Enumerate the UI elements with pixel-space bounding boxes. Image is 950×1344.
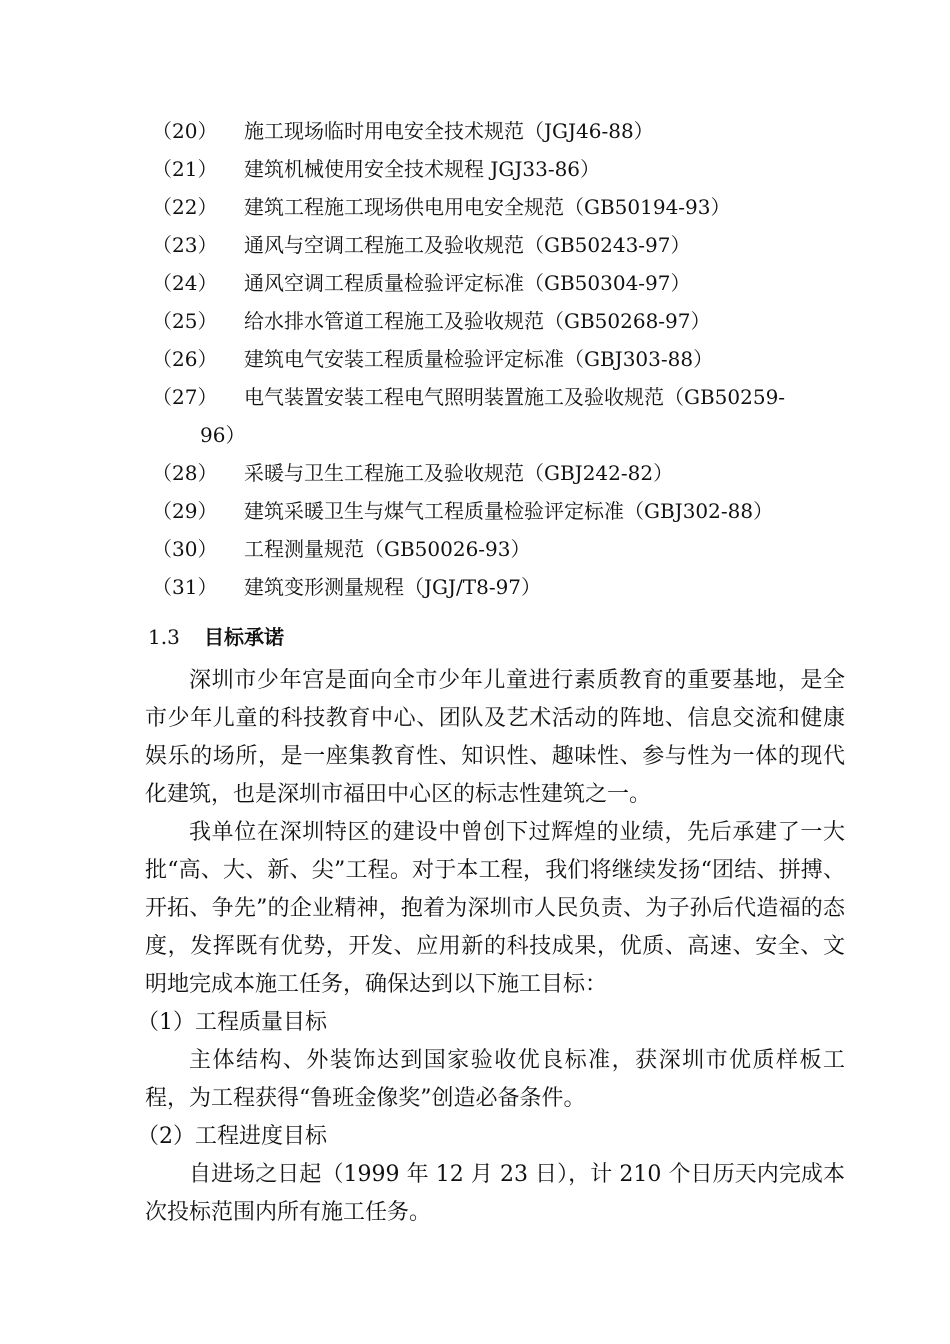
section-body	[137, 662, 845, 1232]
list-item-text: 建筑采暖卫生与煤气工程质量检验评定标准（GBJ302-88）	[244, 499, 774, 523]
list-item-text: 建筑工程施工现场供电用电安全规范（GB50194-93）	[244, 195, 731, 219]
list-item	[152, 188, 852, 226]
list-item-number: （29）	[152, 499, 218, 523]
list-item-number: （31）	[152, 575, 218, 599]
section-heading	[148, 618, 284, 656]
list-item-number: （27）	[152, 385, 218, 409]
paragraph-intro: 深圳市少年宫是面向全市少年儿童进行素质教育的重要基地，是全市少年儿童的科技教育中心、团队及艺术活动的阵地、信息交流和健康娱乐的场所，是一座集教育性、知识性、趣味性、参与性为一体的现代化建筑，也是深圳市福田中心区的标志性建筑之一。	[145, 668, 845, 807]
list-item-number: （21）	[152, 157, 218, 181]
paragraph-schedule: 自进场之日起（1999 年 12 月 23 日），计 210 个日历天内完成本次投标范围内所有施工任务。	[145, 1162, 845, 1225]
list-item-text: 工程测量规范（GB50026-93）	[244, 537, 531, 561]
list-item-number: （25）	[152, 309, 218, 333]
subheading-quality: （1）工程质量目标	[137, 1010, 327, 1035]
list-item-text: 建筑电气安装工程质量检验评定标准（GBJ303-88）	[244, 347, 714, 371]
list-item-text: 建筑机械使用安全技术规程 JGJ33-86）	[244, 157, 601, 181]
list-item-text: 电气装置安装工程电气照明装置施工及验收规范（GB50259-	[244, 385, 786, 409]
section-title: 目标承诺	[204, 625, 284, 649]
list-item-number: （23）	[152, 233, 218, 257]
list-item-text: 建筑变形测量规程（JGJ/T8-97）	[244, 575, 542, 599]
list-item	[152, 302, 852, 340]
list-item	[152, 454, 852, 492]
list-item-number: （30）	[152, 537, 218, 561]
list-item-number: （24）	[152, 271, 218, 295]
list-item-text: 通风与空调工程施工及验收规范（GB50243-97）	[244, 233, 691, 257]
list-item-number: （22）	[152, 195, 218, 219]
list-item	[152, 568, 852, 606]
list-item-number: （26）	[152, 347, 218, 371]
list-item-number: （28）	[152, 461, 218, 485]
list-item	[152, 492, 852, 530]
list-item	[152, 150, 852, 188]
list-item-text: 通风空调工程质量检验评定标准（GB50304-97）	[244, 271, 691, 295]
standards-list	[152, 112, 852, 606]
paragraph-quality: 主体结构、外装饰达到国家验收优良标准，获深圳市优质样板工程，为工程获得“鲁班金像奖”创造必备条件。	[145, 1048, 845, 1111]
list-item-number: （20）	[152, 119, 218, 143]
list-item	[152, 226, 852, 264]
paragraph-commitment: 我单位在深圳特区的建设中曾创下过辉煌的业绩，先后承建了一大批“高、大、新、尖”工程。对于本工程，我们将继续发扬“团结、拼搏、开拓、争先”的企业精神，抱着为深圳市人民负责、为子孙后代造福的态度，发挥既有优势，开发、应用新的科技成果，优质、高速、安全、文明地完成本施工任务，确保达到以下施工目标：	[145, 820, 845, 997]
list-item-text: 给水排水管道工程施工及验收规范（GB50268-97）	[244, 309, 711, 333]
list-item	[152, 340, 852, 378]
list-item	[152, 530, 852, 568]
list-item	[152, 378, 852, 454]
section-number: 1.3	[148, 625, 180, 649]
list-item-continuation: 96）	[200, 423, 246, 447]
list-item	[152, 264, 852, 302]
list-item-text: 采暖与卫生工程施工及验收规范（GBJ242-82）	[244, 461, 674, 485]
subheading-schedule: （2）工程进度目标	[137, 1124, 327, 1149]
list-item-text: 施工现场临时用电安全技术规范（JGJ46-88）	[244, 119, 654, 143]
list-item	[152, 112, 852, 150]
